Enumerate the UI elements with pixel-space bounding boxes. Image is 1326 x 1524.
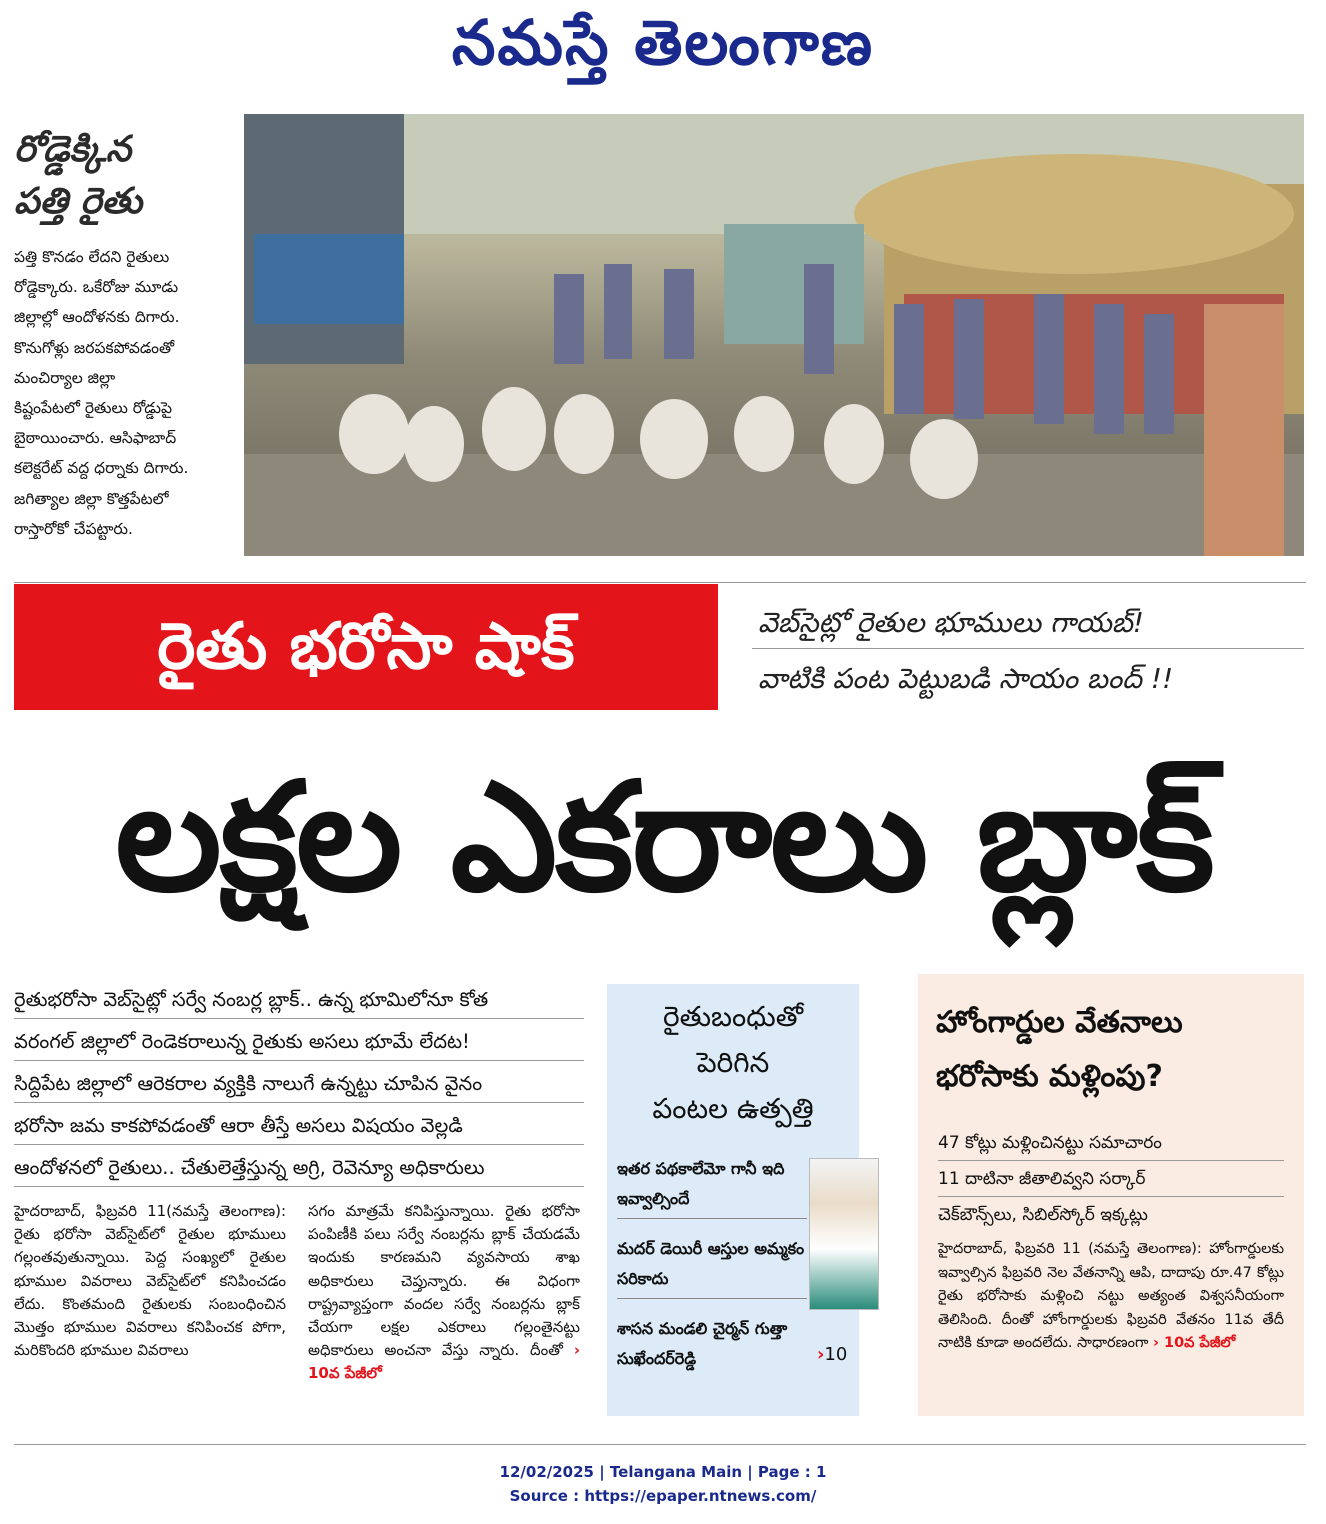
sidebar-box-home-guards [918, 974, 1304, 1416]
strap-line: సిద్దిపేట జిల్లాలో ఆరెకరాల వ్యక్తికి నాలుగే ఉన్నట్టు చూపిన వైనం [14, 1066, 584, 1103]
strap-line: రైతుభరోసా వెబ్‌సైట్లో సర్వే నంబర్ల బ్లాక్.. ఉన్న భూమిలోనూ కోత [14, 982, 584, 1019]
deck-line-1: వెబ్‌సైట్లో రైతుల భూములు గాయబ్! [758, 606, 1144, 639]
masthead-logo: నమస్తే తెలంగాణ [451, 6, 875, 79]
sidebar-headline-line2: పత్తి రైతు [14, 181, 143, 222]
box-title [607, 994, 859, 1132]
box-title-line1: హోంగార్డుల వేతనాలు [936, 1005, 1183, 1040]
footer [0, 1460, 1326, 1508]
footer-divider [14, 1444, 1306, 1445]
box-title-line2: భరోసాకు మళ్లింపు? [936, 1059, 1163, 1094]
sidebar-line: కలెక్టరేట్ వద్ద ధర్నాకు దిగారు. [14, 459, 189, 478]
sidebar-line: పత్తి కొనడం లేదని రైతులు [14, 248, 170, 266]
story-column-1: హైదరాబాద్, ఫిబ్రవరి 11(నమస్తే తెలంగాణ): రైతు భరోసా వెబ్‌సైట్‌లో రైతుల భూములు గల్లంతవుతున్నాయి. పెద్ద సంఖ్యలో రైతుల భూముల వివరాలు వెబ్‌సైట్‌లో కనిపించడం లేదు. కొంతమంది రైతులకు సంబంధించిన మొత్తం భూముల వివరాలు కనిపించక పోగా, మరికొందరి భూముల వివరాలు [14, 1202, 286, 1360]
sidebar-line: కిష్టంపేటలో రైతులు రోడ్డుపై [14, 399, 173, 418]
strap-line: భరోసా జమ కాకపోవడంతో ఆరా తీస్తే అసలు విషయం వెల్లడి [14, 1108, 584, 1145]
strap-line: వరంగల్ జిల్లాలో రెండెకరాలున్న రైతుకు అసలు భూమే లేదట! [14, 1024, 584, 1061]
sidebar-line: మంచిర్యాల జిల్లా [14, 368, 116, 387]
sidebar-line: రోడ్డెక్కారు. ఒకేరోజు మూడు [14, 278, 179, 297]
story-column-2-text: సగం మాత్రమే కనిపిస్తున్నాయి. రైతు భరోసా పంపిణీకి పలు సర్వే నంబర్లను బ్లాక్ చేయడమే ఇందుకు కారణమని వ్యవసాయ శాఖ అధికారులు చెప్తున్నారు. ఈ విధంగా రాష్ట్రవ్యాప్తంగా వందల సర్వే నంబర్లను బ్లాక్ చేయగా లక్షల ఎకరాలు గల్లంతైనట్టు అధికారులు అంచనా వేస్తు న్నారు. దీంతో [308, 1202, 580, 1360]
sidebar-body [14, 242, 236, 544]
box-strap-3: చెక్‌బౌన్స్‌లు, సిబిల్‌స్కోర్ ఇక్కట్లు [938, 1205, 1148, 1225]
box-strap-1: 47 కోట్లు మళ్లించినట్టు సమాచారం [938, 1126, 1284, 1161]
footer-source-link[interactable]: Source : https://epaper.ntnews.com/ [509, 1487, 817, 1505]
sidebar-line: జిల్లాల్లో ఆందోళనకు దిగారు. [14, 308, 180, 327]
box-jump[interactable] [817, 1344, 847, 1365]
box-item-1: ఇతర పథకాలేమో గానీ ఇది ఇవ్వాల్సిందే [617, 1154, 807, 1219]
jump-text: 10వ పేజీలో [1163, 1335, 1236, 1351]
kicker-banner: రైతు భరోసా షాక్ [14, 584, 718, 710]
sidebar-headline-line1: రోడ్డెక్కిన [14, 129, 132, 170]
sidebar-headline [14, 124, 234, 228]
box-body [938, 1238, 1284, 1356]
box-jump-text: 10 [824, 1344, 848, 1365]
jump-link[interactable]: › 10వ పేజీలో [1152, 1335, 1236, 1351]
protest-photo-illustration [244, 114, 1304, 556]
jump-link[interactable]: › 10వ పేజీలో [308, 1341, 580, 1383]
sidebar-line: కొనుగోళ్లు జరపకపోవడంతో [14, 338, 175, 357]
box-body-text: హైదరాబాద్, ఫిబ్రవరి 11 (నమస్తే తెలంగాణ): హోంగార్డులకు ఇవ్వాల్సిన ఫిబ్రవరి నెల వేతనాన్ని ఆపి, దాదాపు రూ.47 కోట్లు రైతు భరోసాకు మళ్లించి నట్టు అత్యంత విశ్వసనీయంగా తెలిసింది. దీంతో హోంగార్డులకు ఫిబ్రవరి వేతనం 11వ తేదీ నాటికి కూడా అందలేదు. సాధారణంగా [938, 1241, 1284, 1351]
deck-line-2: వాటికి పంట పెట్టుబడి సాయం బంద్ !! [758, 662, 1174, 695]
story-column-2 [308, 1200, 580, 1386]
jump-text: 10వ పేజీలో [308, 1364, 382, 1383]
main-headline: లక్షల ఎకరాలు బ్లాక్ [115, 751, 1213, 925]
divider [14, 582, 1306, 583]
sidebar-line: జగిత్యాల జిల్లా కొత్తపేటలో [14, 489, 169, 508]
box-item-3: శాసన మండలి చైర్మన్ గుత్తా సుఖేందర్‌రెడ్డి [617, 1319, 788, 1368]
box-title-line1: రైతుబంధుతో [662, 1000, 804, 1033]
sidebar-line: రాస్తారోకో చేపట్టారు. [14, 519, 133, 538]
lead-photo [244, 114, 1304, 556]
person-photo [809, 1158, 879, 1310]
box-title-line3: పంటల ఉత్పత్తి [652, 1092, 814, 1125]
divider [752, 648, 1304, 649]
sidebar-line: బైఠాయించారు. ఆసిఫాబాద్ [14, 429, 177, 448]
box-title-line2: పెరిగిన [696, 1046, 770, 1079]
box-strap-2: 11 దాటినా జీతాలివ్వని సర్కార్ [938, 1162, 1284, 1197]
footer-date-line: 12/02/2025 | Telangana Main | Page : 1 [499, 1463, 827, 1481]
box-item-2: మదర్ డెయిరీ ఆస్తుల అమ్మకం సరికాదు [617, 1234, 807, 1299]
box-title [936, 996, 1296, 1104]
strap-line: ఆందోళనలో రైతులు.. చేతులెత్తేస్తున్న అగ్రి, రెవెన్యూ అధికారులు [14, 1150, 584, 1187]
jump-arrow-icon: › [817, 1344, 825, 1365]
